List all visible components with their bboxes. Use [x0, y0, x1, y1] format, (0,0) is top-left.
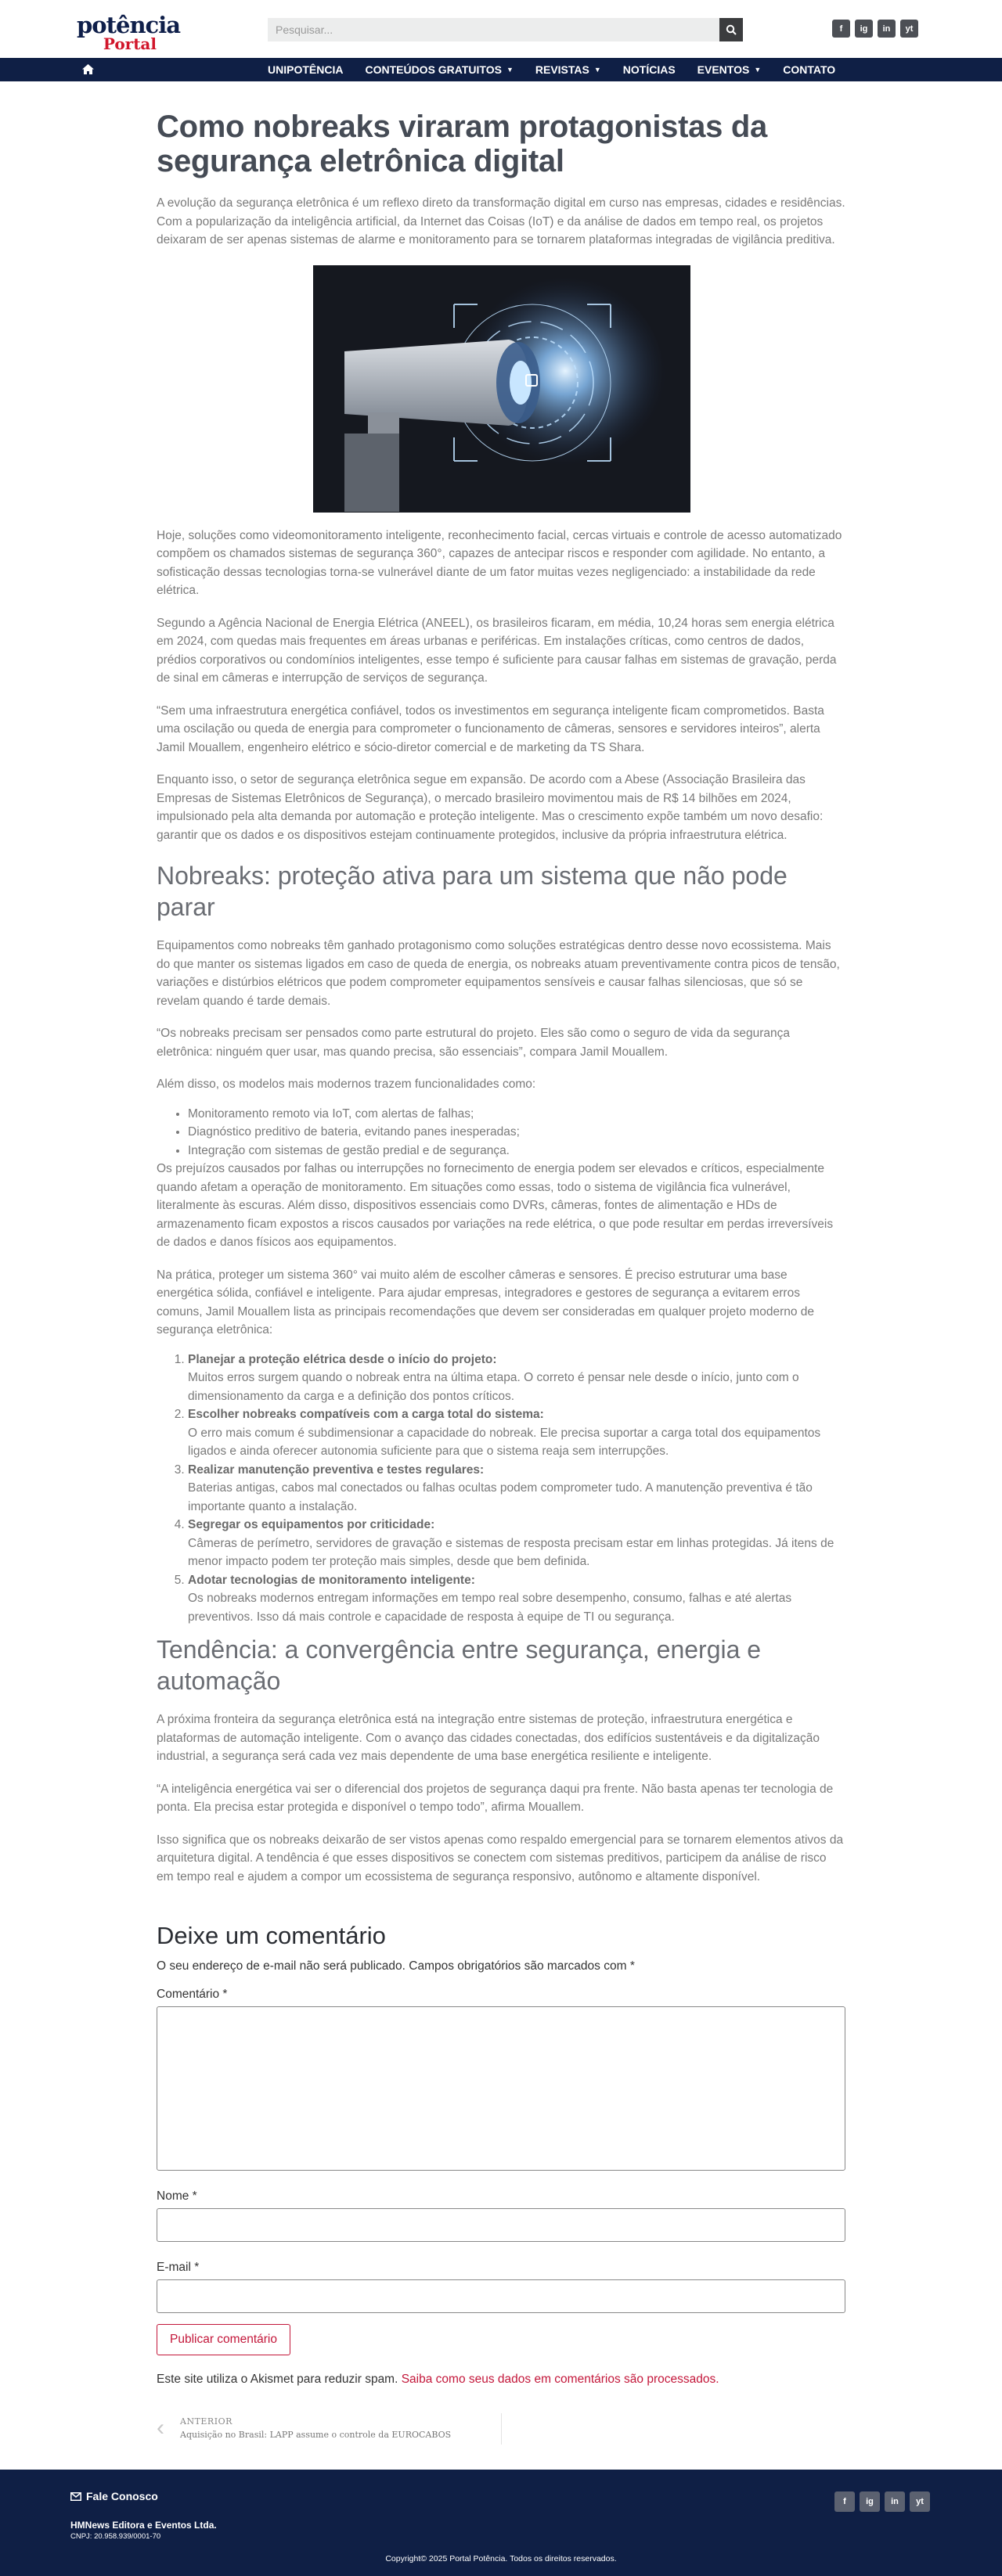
section-heading-nobreaks: Nobreaks: proteção ativa para um sistema que não pode parar	[157, 862, 788, 921]
article-paragraph: Na prática, proteger um sistema 360° vai muito além de escolher câmeras e sensores. É preciso estruturar uma base energética sólida, confiável e inteligente. Para ajudar empresas, integradores e gestores de segurança a evitarem erros comuns, Jamil Mouallem lista as principais recomendações que devem ser consideradas em qualquer projeto moderno de segurança eletrônica:	[157, 1268, 815, 1337]
step-text: O erro mais comum é subdimensionar a capacidade do nobreak. Ele precisa suportar a carga total dos equipamentos ligados e ainda oferecer autonomia suficiente para que o sistema reaja sem interrupções.	[188, 1426, 821, 1458]
nav-item-contato[interactable]: CONTATO	[783, 63, 836, 76]
instagram-icon[interactable]: ig	[860, 2491, 880, 2512]
nav-menu	[268, 58, 857, 81]
search-input[interactable]	[268, 18, 719, 41]
linkedin-icon[interactable]: in	[878, 20, 896, 38]
akismet-privacy-link[interactable]: Saiba como seus dados em comentários são processados.	[401, 2373, 719, 2386]
article-paragraph: A próxima fronteira da segurança eletrônica está na integração entre sistemas de proteção, infraestrutura energética e plataformas de automação inteligente. Com o avanço das cidades conectadas, dos edifícios sustentáveis e da digitalização industrial, a segurança será cada vez mais dependente de uma base energética resiliente e inteligente.	[157, 1713, 820, 1763]
name-label: Nome *	[157, 2189, 197, 2203]
step-title: Realizar manutenção preventiva e testes regulares:	[188, 1462, 485, 1477]
logo-line1: potência	[77, 12, 181, 38]
previous-label: ANTERIOR	[180, 2416, 232, 2427]
list-item	[188, 1405, 845, 1461]
step-text: Baterias antigas, cabos mal conectados ou falhas ocultas podem comprometer tudo. A manutenção preventiva é tão importante quanto a instalação.	[188, 1481, 813, 1513]
site-header	[0, 0, 1002, 81]
search-icon	[726, 24, 737, 35]
article-paragraph: Os prejuízos causados por falhas ou interrupções no fornecimento de energia podem ser elevados e críticos, especialmente quando afetam a operação de monitoramento. Em situações como essas, todo o sistema de vigilância fica vulnerável, literalmente às escuras. Além disso, dispositivos essenciais como DVRs, câmeras, fontes de alimentação e HDs de armazenamento ficam expostos a riscos causados por variações na rede elétrica, o que pode resultar em perdas irreversíveis de dados e danos físicos aos equipamentos.	[157, 1162, 834, 1249]
step-title: Segregar os equipamentos por criticidade:	[188, 1518, 435, 1531]
comment-form	[157, 1920, 845, 2387]
comment-form-title: Deixe um comentário	[157, 1922, 386, 1949]
linkedin-icon[interactable]: in	[885, 2491, 905, 2512]
divider	[501, 2413, 502, 2445]
search-bar	[268, 18, 743, 41]
article-paragraph: Além disso, os modelos mais modernos trazem funcionalidades como:	[157, 1078, 536, 1091]
list-item: • Diagnóstico preditivo de bateria, evitando panes inesperadas;	[188, 1123, 845, 1142]
contact-link[interactable]: Fale Conosco	[70, 2490, 158, 2502]
chevron-down-icon: ▼	[593, 66, 601, 74]
recommendations-list	[188, 1351, 845, 1627]
feature-list	[188, 1105, 845, 1160]
list-item	[188, 1516, 845, 1571]
submit-comment-button[interactable]: Publicar comentário	[157, 2324, 290, 2355]
youtube-icon[interactable]: yt	[910, 2491, 930, 2512]
step-title: Adotar tecnologias de monitoramento inteligente:	[188, 1573, 475, 1587]
article-paragraph: Isso significa que os nobreaks deixarão de ser vistos apenas como respaldo emergencial para se tornarem elementos ativos da arquitetura digital. A tendência é que esses dispositivos se conectem com sistemas preditivos, participem da análise de risco em tempo real e ajudem a compor um ecossistema de segurança responsivo, autônomo e altamente disponível.	[157, 1833, 844, 1883]
facebook-icon[interactable]: f	[834, 2491, 855, 2512]
home-icon[interactable]	[81, 63, 95, 79]
step-text: Os nobreaks modernos entregam informações em tempo real sobre desempenho, consumo, falhas e até alertas preventivos. Isso dá mais controle e capacidade de resposta à equipe de TI ou segurança.	[188, 1592, 792, 1624]
top-bar	[0, 0, 1002, 58]
article-paragraph: Segundo a Agência Nacional de Energia Elétrica (ANEEL), os brasileiros ficaram, em média, 10,24 horas sem energia elétrica em 2024, com quedas mais frequentes em áreas urbanas e periféricas. Em instalações críticas, como centros de dados, prédios corporativos ou condomínios inteligentes, esse tempo é suficiente para causar falhas em sistemas de gravação, perda de sinal em câmeras e interrupção de serviços de segurança.	[157, 616, 837, 685]
main-nav	[0, 58, 1002, 81]
chevron-down-icon: ▼	[506, 66, 514, 74]
nav-item-unipotencia[interactable]: UNIPOTÊNCIA	[268, 63, 344, 76]
step-title: Escolher nobreaks compatíveis com a carga total do sistema:	[188, 1408, 544, 1421]
article-paragraph: Enquanto isso, o setor de segurança eletrônica segue em expansão. De acordo com a Abese (Associação Brasileira das Empresas de Sistemas Eletrônicos de Segurança), o mercado brasileiro movimentou mais de R$ 14 bilhões em 2024, impulsionado pela alta demanda por automação e proteção inteligente. Mas o crescimento expõe também um novo desafio: garantir que os dados e os dispositivos estejam continuamente protegidos, inclusive da própria infraestrutura elétrica.	[157, 773, 824, 842]
article-title: Como nobreaks viraram protagonistas da segurança eletrônica digital	[157, 110, 767, 178]
akismet-notice: Este site utiliza o Akismet para reduzir spam. Saiba como seus dados em comentários são processados.	[157, 2373, 719, 2386]
article-intro: A evolução da segurança eletrônica é um reflexo direto da transformação digital em curso nas empresas, cidades e residências. Com a popularização da inteligência artificial, da Internet das Coisas (IoT) e da análise de dados em tempo real, os projetos deixaram de ser apenas sistemas de alarme e monitoramento para se tornarem plataformas integradas de vigilância preditiva.	[157, 196, 845, 246]
logo-line2: Portal	[103, 34, 157, 53]
list-item	[188, 1351, 845, 1406]
name-field[interactable]	[157, 2208, 845, 2242]
youtube-icon[interactable]: yt	[900, 20, 918, 38]
copyright: Copyright© 2025 Portal Potência. Todos os direitos reservados.	[385, 2554, 617, 2563]
comment-form-note: O seu endereço de e-mail não será publicado. Campos obrigatórios são marcados com *	[157, 1959, 635, 1973]
post-navigation	[157, 2413, 845, 2445]
site-footer	[0, 2470, 1002, 2576]
article-paragraph: Hoje, soluções como videomonitoramento inteligente, reconhecimento facial, cercas virtuais e controle de acesso automatizado compõem os chamados sistemas de segurança 360°, capazes de antecipar riscos e responder com agilidade. No entanto, a sofisticação dessas tecnologias torna-se vulnerável diante de um fator muitas vezes negligenciado: a instabilidade da rede elétrica.	[157, 528, 842, 597]
list-item: • Integração com sistemas de gestão predial e de segurança.	[188, 1142, 845, 1160]
facebook-icon[interactable]: f	[832, 20, 850, 38]
article-paragraph: “A inteligência energética vai ser o diferencial dos projetos de segurança daqui pra frente. Não basta apenas ter tecnologia de ponta. Ela precisa estar protegida e disponível o tempo todo”, afirma Mouallem.	[157, 1782, 834, 1814]
comment-label: Comentário *	[157, 1988, 228, 2001]
list-item	[188, 1571, 845, 1627]
company-cnpj: CNPJ: 20.958.939/0001-70	[70, 2532, 161, 2541]
nav-item-conteudos[interactable]: CONTEÚDOS GRATUITOS ▼	[365, 63, 514, 76]
envelope-icon	[70, 2492, 81, 2501]
step-text: Muitos erros surgem quando o nobreak entra na última etapa. O correto é pensar nele desde o início, junto com o dimensionamento da carga e a definição dos pontos críticos.	[188, 1371, 799, 1403]
chevron-left-icon: ‹	[157, 2415, 164, 2441]
section-heading-tendencia: Tendência: a convergência entre segurança, energia e automação	[157, 1635, 762, 1695]
article-paragraph: “Os nobreaks precisam ser pensados como parte estrutural do projeto. Eles são como o seguro de vida da segurança eletrônica: ninguém quer usar, mas quando precisa, são essenciais”, compara Jamil Mouallem.	[157, 1027, 791, 1059]
search-button[interactable]	[719, 18, 743, 41]
article-paragraph: “Sem uma infraestrutura energética confiável, todos os investimentos em segurança inteligente ficam comprometidos. Basta uma oscilação ou queda de energia para comprometer o funcionamento de câmeras, sensores e servidores inteiros”, alerta Jamil Mouallem, engenheiro elétrico e sócio-diretor comercial e de marketing da TS Shara.	[157, 703, 824, 754]
chevron-down-icon: ▼	[754, 66, 762, 74]
instagram-icon[interactable]: ig	[855, 20, 873, 38]
email-label: E-mail *	[157, 2261, 200, 2274]
nav-item-noticias[interactable]: NOTÍCIAS	[622, 63, 676, 76]
list-item	[188, 1461, 845, 1516]
step-text: Câmeras de perímetro, servidores de gravação e sistemas de resposta precisam estar em linhas protegidas. Já itens de menor impacto podem ter proteção mais simples, desde que bem definida.	[188, 1536, 834, 1568]
email-field[interactable]	[157, 2279, 845, 2313]
header-social-links	[832, 20, 918, 38]
article-paragraph: Equipamentos como nobreaks têm ganhado protagonismo como soluções estratégicas dentro desse novo ecossistema. Mais do que manter os sistemas ligados em caso de queda de energia, os nobreaks atuam preventivamente contra picos de tensão, variações e distúrbios elétricos que podem comprometer equipamentos sensíveis e causar falhas silenciosas, que só se revelam quando é tarde demais.	[157, 939, 840, 1008]
nav-item-revistas[interactable]: REVISTAS ▼	[535, 63, 601, 76]
list-item: • Monitoramento remoto via IoT, com alertas de falhas;	[188, 1105, 845, 1124]
site-logo[interactable]	[77, 12, 181, 53]
nav-item-eventos[interactable]: EVENTOS ▼	[697, 63, 762, 76]
company-name: HMNews Editora e Eventos Ltda.	[70, 2520, 217, 2531]
previous-post-title: Aquisição no Brasil: LAPP assume o controle da EUROCABOS	[180, 2430, 452, 2440]
comment-textarea[interactable]	[157, 2006, 845, 2171]
step-title: Planejar a proteção elétrica desde o início do projeto:	[188, 1352, 497, 1366]
security-camera-image	[313, 265, 690, 513]
article	[157, 110, 845, 1886]
footer-social-links	[834, 2491, 930, 2512]
